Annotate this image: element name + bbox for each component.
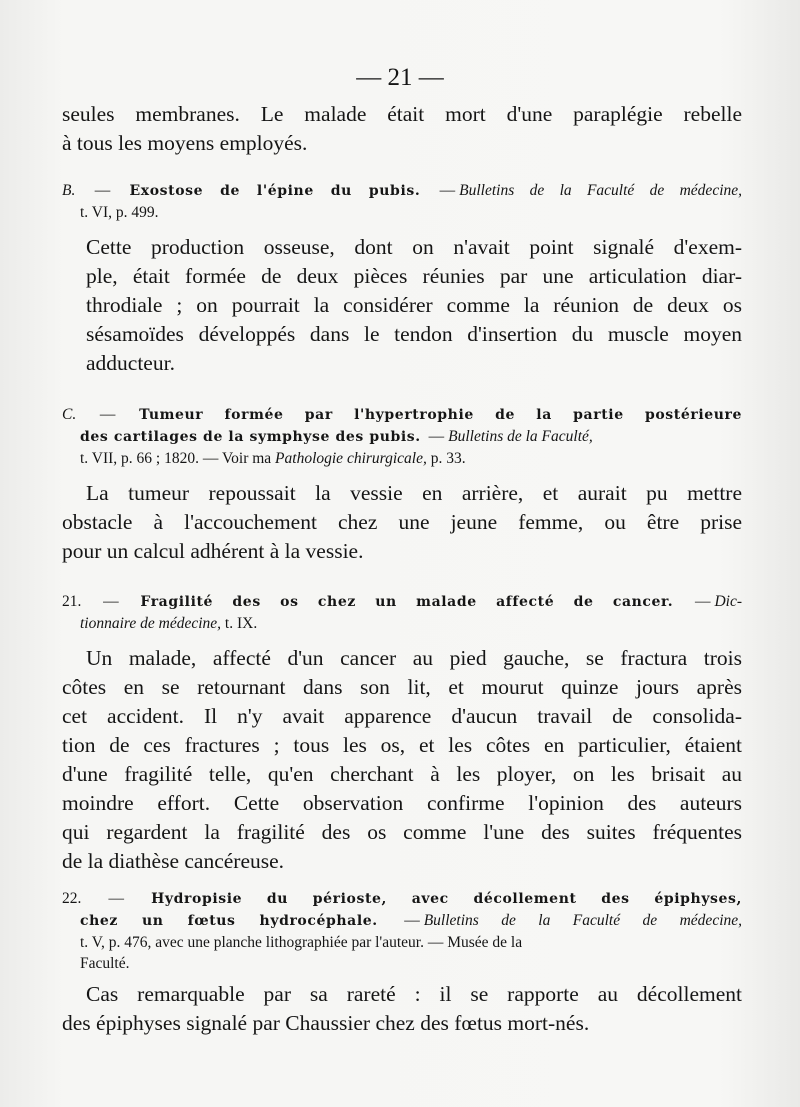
text-line: throdiale ; on pourrait la considérer comme la réunion de deux os <box>86 293 742 317</box>
section-22 <box>62 888 742 1038</box>
section-c-paragraph <box>62 479 742 566</box>
dash: — <box>99 406 116 423</box>
reference-volume: t. V, p. 476, avec une planche lithographiée par l'auteur. — Musée de la <box>80 934 523 951</box>
reference-source: Bulletins de la Faculté de médecine, <box>459 182 743 199</box>
section-label: C. <box>62 406 77 423</box>
reference-source: Dic- <box>714 593 743 610</box>
text-line: sésamoïdes développés dans le tendon d'insertion du muscle moyen <box>86 322 742 346</box>
reference-volume: t. IX. <box>224 615 258 632</box>
text-line: côtes en se retournant dans son lit, et mourut quinze jours après <box>62 675 742 699</box>
reference-page: p. 33. <box>430 450 466 467</box>
reference-source-cont: tionnaire de médecine, <box>80 615 222 632</box>
reference-source: Bulletins de la Faculté de médecine, <box>423 912 743 929</box>
text-line: La tumeur repoussait la vessie en arrière, et aurait pu mettre <box>86 481 742 505</box>
text-line: adducteur. <box>86 351 175 375</box>
text-line: cet accident. Il n'y avait apparence d'aucun travail de consolida- <box>62 704 742 728</box>
text-line: à tous les moyens employés. <box>62 131 308 155</box>
reference-volume: t. VI, p. 499. <box>80 204 159 221</box>
section-b-heading <box>62 180 742 223</box>
section-21-paragraph <box>62 644 742 876</box>
section-22-paragraph <box>62 980 742 1038</box>
text-line: moindre effort. Cette observation confirme l'opinion des auteurs <box>62 791 742 815</box>
section-title-cont: chez un fœtus hydrocéphale. <box>80 913 378 929</box>
continuation-paragraph <box>62 100 742 158</box>
text-line: Cas remarquable par sa rareté : il se rapporte au décollement <box>86 982 742 1006</box>
section-c <box>62 404 742 566</box>
dash: — <box>428 428 445 445</box>
text-line: qui regardent la fragilité des os comme l'une des suites fréquentes <box>62 820 742 844</box>
section-22-heading <box>62 888 742 974</box>
text-line: pour un calcul adhérent à la vessie. <box>62 539 364 563</box>
section-title: Fragilité des os chez un malade affecté de cancer. <box>140 594 674 610</box>
dash: — <box>94 182 111 199</box>
text-line: des épiphyses signalé par Chaussier chez des fœtus mort-nés. <box>62 1011 590 1035</box>
section-21-heading <box>62 591 742 634</box>
text-line: obstacle à l'accouchement chez une jeune femme, ou être prise <box>62 510 742 534</box>
section-title: Exostose de l'épine du pubis. <box>129 183 421 199</box>
text-line: seules membranes. Le malade était mort d'une paraplégie rebelle <box>62 102 742 126</box>
page-number: — 21 — <box>356 64 444 91</box>
section-label: 21. <box>62 593 82 610</box>
section-21 <box>62 591 742 876</box>
section-title-cont: des cartilages de la symphyse des pubis. <box>80 429 421 445</box>
section-label: B. <box>62 182 76 199</box>
text-line: Cette production osseuse, dont on n'avait point signalé d'exem- <box>86 235 742 259</box>
section-b <box>62 180 742 378</box>
dash: — <box>404 912 420 929</box>
dash: — <box>103 593 119 610</box>
section-label: 22. <box>62 890 82 907</box>
text-line: tion de ces fractures ; tous les os, et les côtes en particulier, étaient <box>62 733 742 757</box>
text-line: d'une fragilité telle, qu'en cherchant à les ployer, on les brisait au <box>62 762 742 786</box>
reference-volume: t. VII, p. 66 ; 1820. — Voir ma <box>80 450 272 467</box>
dash: — <box>694 593 711 610</box>
section-title: Tumeur formée par l'hypertrophie de la partie postérieure <box>139 407 743 423</box>
dash: — <box>108 890 124 907</box>
dash: — <box>439 182 456 199</box>
section-b-paragraph <box>62 233 742 378</box>
text-line: ple, était formée de deux pièces réunies par une articulation diar- <box>86 264 742 288</box>
reference-source: Bulletins de la Faculté, <box>448 428 593 445</box>
reference-location: Faculté. <box>80 955 130 972</box>
section-c-heading <box>62 404 742 469</box>
text-line: Un malade, affecté d'un cancer au pied gauche, se fractura trois <box>86 646 742 670</box>
section-title: Hydropisie du périoste, avec décollement des épiphyses, <box>151 891 742 907</box>
text-line: de la diathèse cancéreuse. <box>62 849 285 873</box>
reference-work: Pathologie chirurgicale, <box>275 450 427 467</box>
